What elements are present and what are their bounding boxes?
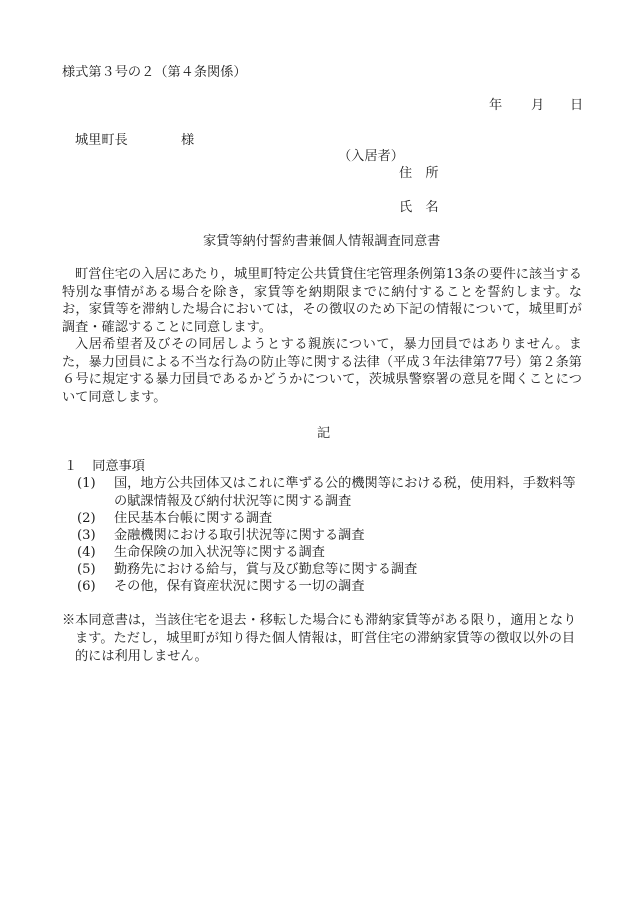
consent-item-2 xyxy=(77,510,272,527)
consent-item-text: 生命保険の加入状況等に関する調査 xyxy=(114,545,325,560)
ki-label: 記 xyxy=(317,426,331,441)
consent-item-number: (1) xyxy=(77,476,96,491)
form-number: 様式第３号の２（第４条関係） xyxy=(62,65,247,80)
body-paragraph-2: 入居希望者及びその同居しようとする親族について，暴力団員ではありません。また，暴力団員による不当な行為の防止等に関する法律（平成３年法律第77号）第２条第６号に規定する暴力団員であるかどうかについて，茨城県警察署の意見を聞くことについて同意します。 xyxy=(62,337,582,405)
body-paragraph-1: 町営住宅の入居にあたり，城里町特定公共賃貸住宅管理条例第13条の要件に該当する特別な事情がある場合を除き，家賃等を納期限までに納付することを誓約します。なお，家賃等を滞納した場合においては，その徴収のため下記の情報について，城里町が調査・確認することに同意します。 xyxy=(62,267,582,335)
consent-item-number: (2) xyxy=(77,511,96,526)
address-label: 住 所 xyxy=(399,166,439,181)
consent-item-text: 住民基本台帳に関する調査 xyxy=(114,511,273,526)
consent-item-text: 勤務先における給与，賞与及び勤怠等に関する調査 xyxy=(114,562,418,577)
consent-item-number: (5) xyxy=(77,562,96,577)
consent-heading-text: 同意事項 xyxy=(92,459,145,474)
consent-item-6 xyxy=(77,578,365,595)
note-paragraph: ※本同意書は，当該住宅を退去・移転した場合にも滞納家賃等がある限り，適用となります。ただし，城里町が知り得た個人情報は，町営住宅の滞納家賃等の徴収以外の目的には利用しません。 xyxy=(62,613,577,664)
applicant-role: （入居者） xyxy=(338,149,404,164)
date-year-label: 年 xyxy=(489,98,503,113)
consent-item-number: (6) xyxy=(77,579,96,594)
consent-item-5 xyxy=(77,561,417,578)
consent-heading-number: １ xyxy=(64,459,78,474)
consent-item-text: その他，保有資産状況に関する一切の調査 xyxy=(114,579,365,594)
document-title: 家賃等納付誓約書兼個人情報調査同意書 xyxy=(203,234,441,249)
consent-item-4 xyxy=(77,544,325,561)
consent-item-number: (4) xyxy=(77,545,96,560)
date-day-label: 日 xyxy=(570,98,584,113)
addressee-honorific: 様 xyxy=(181,133,195,148)
name-label: 氏 名 xyxy=(399,200,439,215)
date-month-label: 月 xyxy=(531,98,545,113)
consent-item-text: 金融機関における取引状況等に関する調査 xyxy=(114,528,365,543)
consent-item-text: 国，地方公共団体又はこれに準ずる公的機関等における税，使用料，手数料等の賦課情報及び納付状況等に関する調査 xyxy=(114,476,576,509)
consent-item-1 xyxy=(77,475,587,510)
addressee-name: 城里町長 xyxy=(75,133,128,148)
consent-item-3 xyxy=(77,527,365,544)
consent-heading xyxy=(64,458,145,475)
consent-item-number: (3) xyxy=(77,528,96,543)
